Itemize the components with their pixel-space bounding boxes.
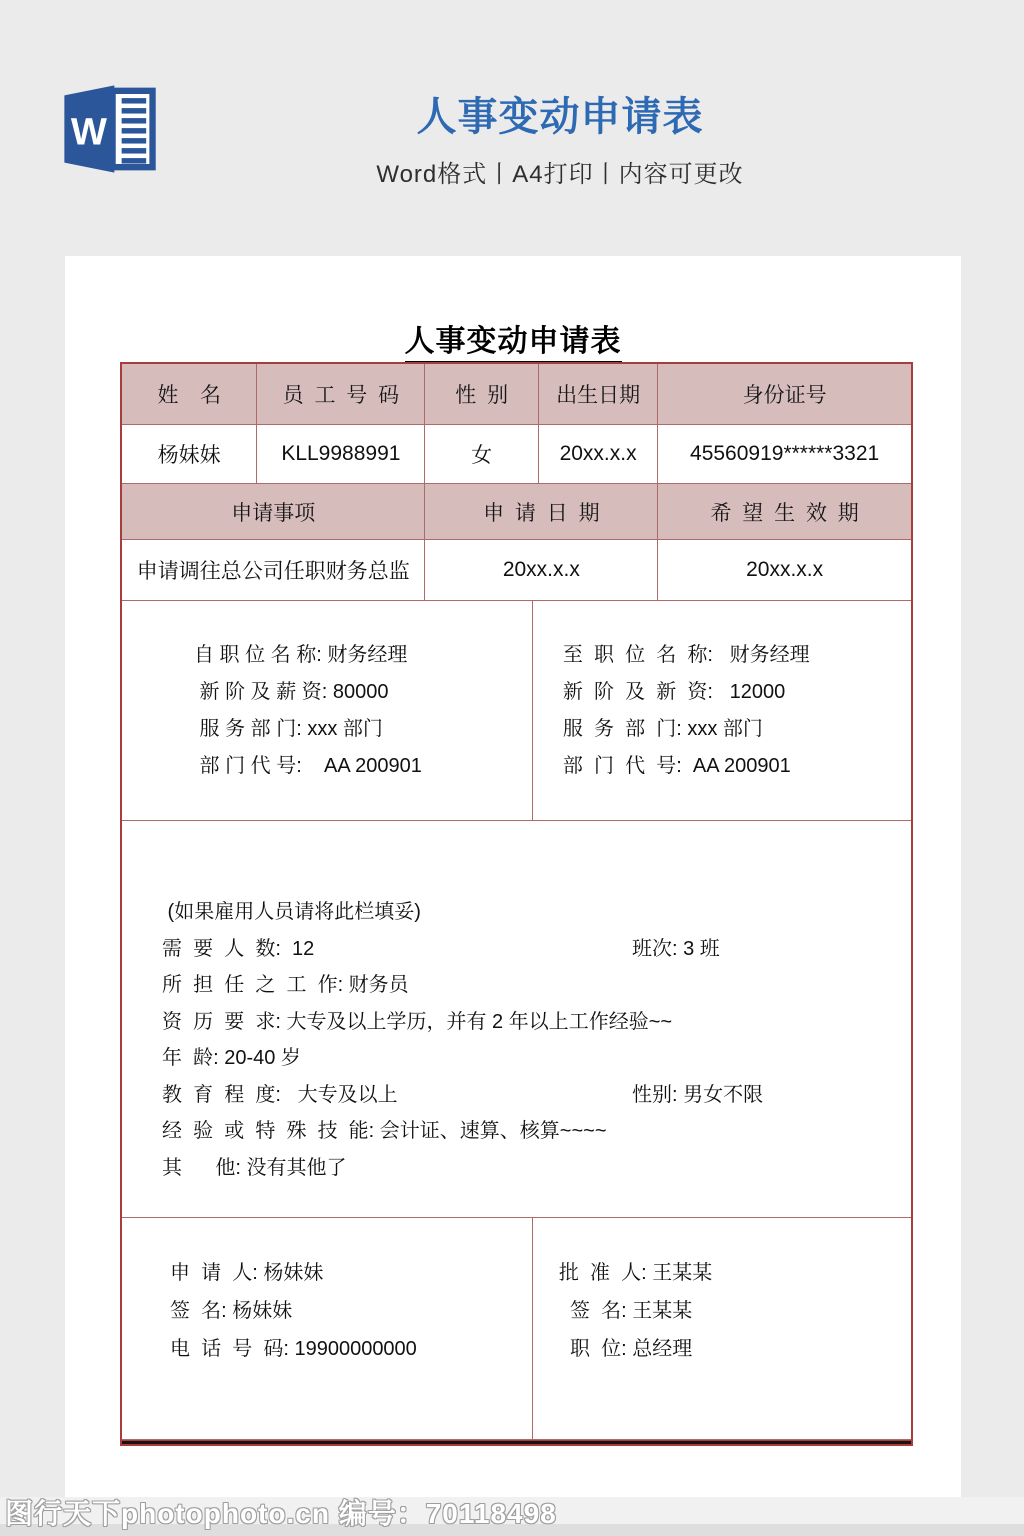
table-bottom-border (122, 1440, 911, 1446)
form-table (120, 362, 913, 1446)
hiring-job: 所 担 任 之 工 作: 财务员 (162, 974, 409, 996)
position-change-section (122, 601, 911, 821)
to-position-name: 至 职 位 名 称: 财务经理 (562, 644, 810, 666)
to-department: 服 务 部 门: xxx 部门 (562, 718, 763, 740)
request-value-row (122, 540, 911, 601)
table-header-row (122, 364, 911, 425)
value-cell-gender: 女 (425, 425, 538, 484)
hiring-shift: 班次: 3 班 (632, 937, 720, 960)
to-department-code: 部 门 代 号: AA 200901 (562, 755, 791, 777)
applicant-cell (122, 1218, 533, 1440)
form-title-wrap (65, 316, 961, 364)
from-salary: 新 阶 及 薪 资: 80000 (194, 681, 389, 703)
value-cell-name: 杨妹妹 (122, 425, 257, 484)
to-position-cell (533, 601, 911, 821)
value-cell-employee-id: KLL9988991 (257, 425, 425, 484)
signature-section (122, 1218, 911, 1440)
from-department-code: 部 门 代 号: AA 200901 (194, 755, 422, 777)
hiring-education-line (162, 1077, 891, 1114)
to-salary: 新 阶 及 新 资: 12000 (562, 681, 786, 703)
template-title: 人事变动申请表 (416, 95, 704, 139)
approver-name: 批 准 人: 王某某 (558, 1262, 713, 1284)
applicant-signature: 签 名: 杨妹妹 (170, 1300, 293, 1322)
hiring-qualification: 资 历 要 求: 大专及以上学历，并有 2 年以上工作经验~~ (162, 1010, 673, 1033)
hiring-need-count-line (162, 931, 891, 968)
from-position-cell (122, 601, 533, 821)
approver-cell (533, 1218, 911, 1440)
header-cell-gender: 性 别 (425, 364, 538, 425)
document-page (65, 256, 961, 1497)
header-cell-name: 姓 名 (122, 364, 257, 425)
header-cell-request-item: 申请事项 (122, 484, 425, 540)
from-position-name: 自 职 位 名 称: 财务经理 (194, 644, 408, 666)
approver-position: 职 位: 总经理 (558, 1338, 693, 1360)
value-cell-request-date: 20xx.x.x (425, 540, 658, 601)
hiring-skills: 经 验 或 特 殊 技 能: 会计证、速算、核算~~~~ (162, 1120, 607, 1142)
approver-signature: 签 名: 王某某 (558, 1300, 693, 1322)
hiring-need-count: 需 要 人 数: 12 (162, 937, 315, 960)
value-cell-request-item: 申请调往总公司任职财务总监 (122, 540, 425, 601)
header-cell-birthdate: 出生日期 (539, 364, 658, 425)
hiring-note: (如果雇用人员请将此栏填妥) (162, 901, 421, 923)
hiring-gender: 性别: 男女不限 (632, 1083, 764, 1106)
template-header (96, 94, 1024, 189)
applicant-name: 申 请 人: 杨妹妹 (170, 1262, 324, 1284)
request-header-row (122, 484, 911, 540)
hiring-education: 教 育 程 度: 大专及以上 (162, 1083, 398, 1106)
value-cell-effective-date: 20xx.x.x (658, 540, 911, 601)
header-cell-id-number: 身份证号 (658, 364, 911, 425)
hiring-age: 年 龄: 20-40 岁 (162, 1047, 301, 1069)
hiring-section (122, 821, 911, 1218)
table-value-row (122, 425, 911, 484)
template-subtitle: Word格式丨A4打印丨内容可更改 (376, 161, 744, 188)
svg-text:W: W (70, 110, 107, 154)
header-cell-effective-date: 希 望 生 效 期 (658, 484, 911, 540)
header-cell-employee-id: 员 工 号 码 (257, 364, 425, 425)
value-cell-id-number: 45560919******3321 (658, 425, 911, 484)
form-title: 人事变动申请表 (405, 316, 622, 364)
header-cell-request-date: 申 请 日 期 (425, 484, 658, 540)
hiring-other: 其 他: 没有其他了 (162, 1156, 347, 1179)
value-cell-birthdate: 20xx.x.x (539, 425, 658, 484)
applicant-phone: 电 话 号 码: 19900000000 (170, 1338, 417, 1360)
site-watermark: 图行天下photophoto.cn 编号：70118498 (5, 1498, 557, 1529)
hiring-cell (122, 821, 911, 1218)
from-department: 服 务 部 门: xxx 部门 (194, 718, 383, 740)
